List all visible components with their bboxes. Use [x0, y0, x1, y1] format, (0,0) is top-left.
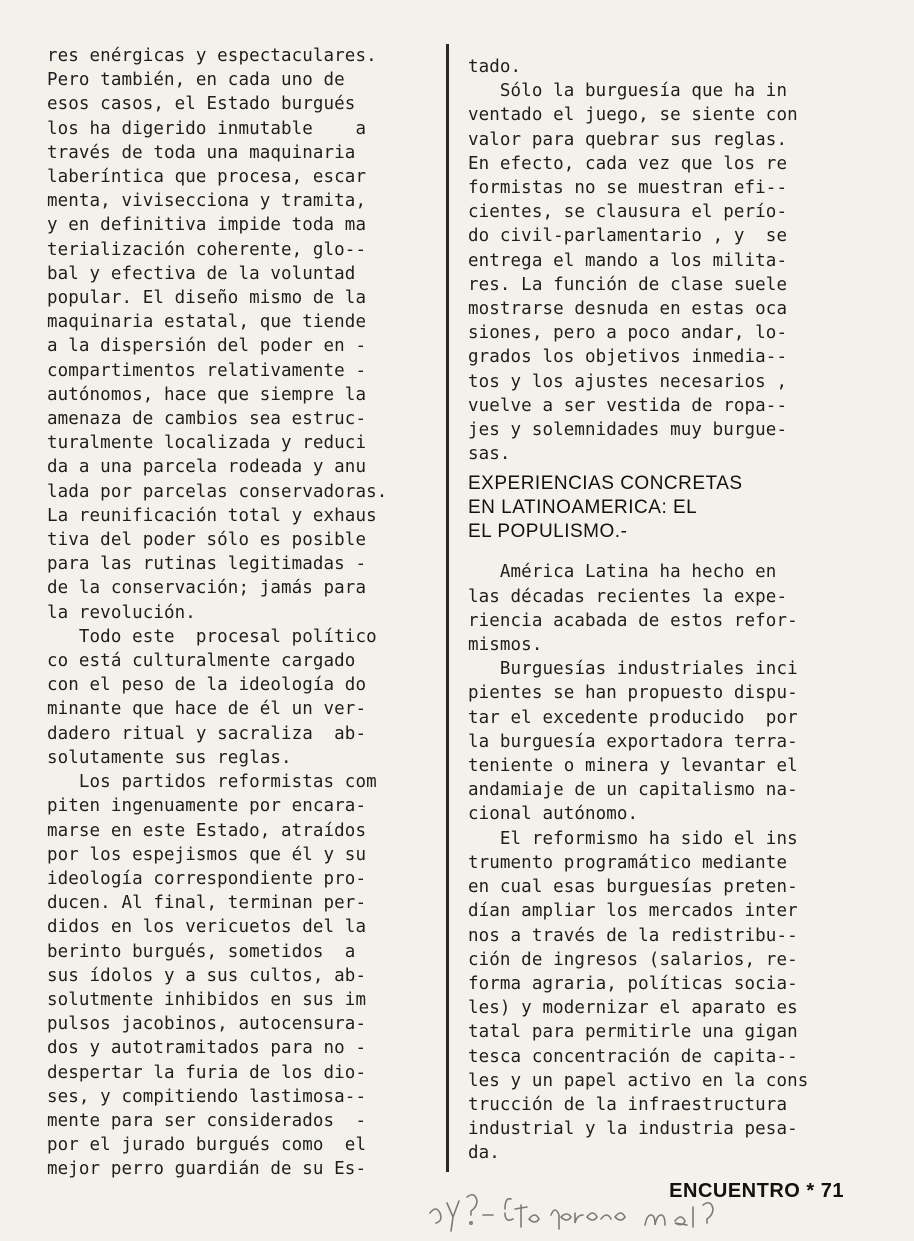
text-line: compartimentos relativamente -: [47, 360, 367, 381]
text-line: a la dispersión del poder en -: [47, 336, 367, 357]
text-line: mejor perro guardián de su Es-: [47, 1159, 367, 1180]
left-column: [47, 44, 439, 1182]
text-line: sus ídolos y a sus cultos, ab-: [47, 965, 367, 986]
text-line: ción de ingresos (salarios, re-: [468, 949, 798, 970]
text-line: los ha digerido inmutable a: [47, 118, 367, 139]
text-line: amenaza de cambios sea estruc-: [47, 409, 367, 430]
text-line: res enérgicas y espectaculares.: [47, 46, 377, 66]
text-line: industrial y la industria pesa-: [468, 1119, 798, 1140]
text-line: en cual esas burguesías preten-: [468, 877, 798, 898]
text-line: Todo este procesal político: [47, 626, 377, 647]
text-line: da a una parcela rodeada y anu: [47, 457, 367, 478]
text-line: trucción de la infraestructura: [468, 1094, 788, 1115]
text-line: El reformismo ha sido el ins: [468, 828, 798, 849]
text-line: lada por parcelas conservadoras.: [47, 481, 388, 502]
text-line: Burguesías industriales inci: [468, 659, 798, 680]
text-line: ventado el juego, se siente con: [468, 105, 798, 126]
text-line: les y un papel activo en la cons: [468, 1070, 809, 1091]
text-line: En efecto, cada vez que los re: [468, 153, 788, 174]
heading-line: EL POPULISMO.-: [468, 521, 628, 543]
text-line: América Latina ha hecho en: [468, 562, 777, 583]
magazine-name: ENCUENTRO: [669, 1180, 801, 1202]
text-line: por el jurado burgués como el: [47, 1135, 367, 1156]
text-line: solutmente inhibidos en sus im: [47, 989, 367, 1010]
text-line: laberíntica que procesa, escar: [47, 167, 367, 188]
right-column: [468, 55, 868, 1166]
text-line: autónomos, hace que siempre la: [47, 384, 367, 405]
text-line: tar el excedente producido por: [468, 707, 798, 728]
text-line: tesca concentración de capita--: [468, 1046, 798, 1067]
text-line: jes y solemnidades muy burgue-: [468, 420, 788, 441]
text-line: para las rutinas legitimadas -: [47, 554, 367, 575]
text-line: bal y efectiva de la voluntad: [47, 263, 356, 284]
text-line: marse en este Estado, atraídos: [47, 820, 367, 841]
text-line: mismos.: [468, 635, 543, 656]
text-line: res. La función de clase suele: [468, 274, 788, 295]
text-line: con el peso de la ideología do: [47, 675, 367, 696]
text-line: La reunificación total y exhaus: [47, 505, 377, 526]
text-line: riencia acabada de estos refor-: [468, 610, 798, 631]
text-line: tos y los ajustes necesarios ,: [468, 371, 788, 392]
text-line: andamiaje de un capitalismo na-: [468, 780, 798, 801]
footer-separator: *: [806, 1180, 815, 1202]
text-line: despertar la furia de los dio-: [47, 1062, 367, 1083]
right-column-top-text: [468, 55, 868, 466]
text-line: cientes, se clausura el perío-: [468, 202, 788, 223]
text-line: dadero ritual y sacraliza ab-: [47, 723, 367, 744]
text-line: Los partidos reformistas com: [47, 772, 377, 793]
text-line: co está culturalmente cargado: [47, 651, 356, 672]
text-line: tatal para permitirle una gigan: [468, 1022, 798, 1043]
heading-line: EXPERIENCIAS CONCRETAS: [468, 473, 743, 495]
text-line: través de toda una maquinaria: [47, 142, 356, 163]
text-line: dían ampliar los mercados inter: [468, 901, 798, 922]
text-line: tado.: [468, 57, 522, 77]
text-line: trumento programático mediante: [468, 852, 788, 873]
text-line: ses, y compitiendo lastimosa--: [47, 1086, 367, 1107]
text-line: terialización coherente, glo--: [47, 239, 367, 260]
text-line: la revolución.: [47, 602, 196, 623]
text-line: Sólo la burguesía que ha in: [468, 81, 788, 102]
text-line: vuelve a ser vestida de ropa--: [468, 395, 788, 416]
text-line: y en definitiva impide toda ma: [47, 215, 367, 236]
right-column-bottom-text: [468, 560, 868, 1165]
text-line: forma agraria, políticas socia-: [468, 973, 798, 994]
text-line: sas.: [468, 444, 511, 465]
text-line: de la conservación; jamás para: [47, 578, 367, 599]
text-line: didos en los vericuetos del la: [47, 917, 367, 938]
text-line: ideología correspondiente pro-: [47, 868, 367, 889]
text-line: mente para ser considerados -: [47, 1110, 367, 1131]
text-line: maquinaria estatal, que tiende: [47, 312, 367, 333]
text-line: pulsos jacobinos, autocensura-: [47, 1014, 367, 1035]
handwritten-note-text: ¿Y? — ¿te parece mal?: [425, 1234, 438, 1235]
text-line: formistas no se muestran efi--: [468, 178, 788, 199]
text-line: teniente o minera y levantar el: [468, 756, 798, 777]
text-line: mostrarse desnuda en estas oca: [468, 299, 788, 320]
text-line: minante que hace de él un ver-: [47, 699, 367, 720]
text-line: popular. El diseño mismo de la: [47, 288, 367, 309]
text-line: Pero también, en cada uno de: [47, 70, 345, 91]
text-line: menta, vivisecciona y tramita,: [47, 191, 367, 212]
text-line: berinto burgués, sometidos a: [47, 941, 356, 962]
text-line: dos y autotramitados para no -: [47, 1038, 367, 1059]
text-line: turalmente localizada y reduci: [47, 433, 367, 454]
text-line: las décadas recientes la expe-: [468, 586, 788, 607]
column-divider: [446, 44, 449, 1172]
section-heading: [468, 472, 868, 544]
text-line: les) y modernizar el aparato es: [468, 998, 798, 1019]
text-line: do civil-parlamentario , y se: [468, 226, 788, 247]
text-line: nos a través de la redistribu--: [468, 925, 798, 946]
text-line: valor para quebrar sus reglas.: [468, 129, 788, 150]
page-number: 71: [820, 1180, 844, 1202]
text-line: esos casos, el Estado burgués: [47, 94, 356, 115]
text-line: siones, pero a poco andar, lo-: [468, 323, 788, 344]
text-line: entrega el mando a los milita-: [468, 250, 788, 271]
text-line: piten ingenuamente por encara-: [47, 796, 367, 817]
text-line: ducen. Al final, terminan per-: [47, 893, 367, 914]
text-line: grados los objetivos inmedia--: [468, 347, 788, 368]
text-line: la burguesía exportadora terra-: [468, 731, 798, 752]
text-line: por los espejismos que él y su: [47, 844, 367, 865]
text-line: tiva del poder sólo es posible: [47, 530, 367, 551]
text-line: solutamente sus reglas.: [47, 747, 292, 768]
text-line: da.: [468, 1143, 500, 1164]
heading-line: EN LATINOAMERICA: EL: [468, 497, 698, 519]
text-line: pientes se han propuesto dispu-: [468, 683, 798, 704]
page-footer: [669, 1180, 844, 1203]
text-line: cional autónomo.: [468, 804, 639, 825]
